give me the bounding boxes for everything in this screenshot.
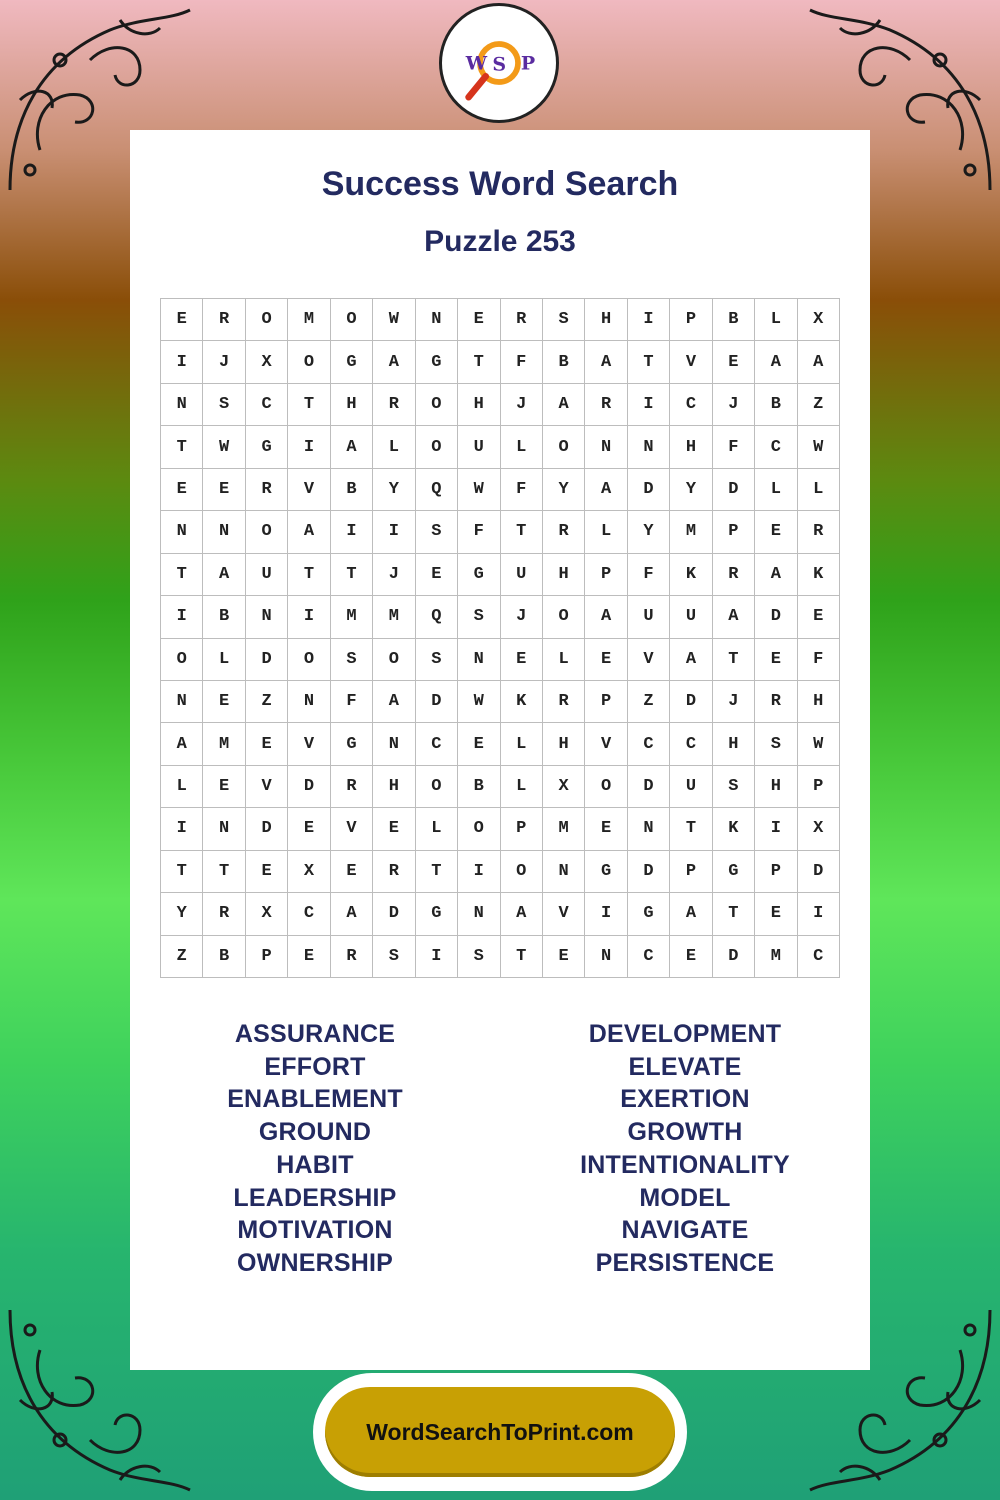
grid-cell[interactable]: M — [543, 808, 585, 850]
grid-cell[interactable]: T — [288, 384, 330, 426]
word-list — [130, 1018, 870, 1280]
grid-cell[interactable]: S — [543, 299, 585, 341]
word-item: PERSISTENCE — [595, 1248, 775, 1277]
grid-cell[interactable]: Y — [670, 469, 712, 511]
grid-cell[interactable]: E — [288, 936, 330, 978]
grid-cell[interactable]: E — [713, 341, 755, 383]
grid-cell[interactable]: R — [331, 766, 373, 808]
grid-cell[interactable]: L — [501, 723, 543, 765]
grid-cell[interactable]: E — [288, 808, 330, 850]
grid-cell[interactable]: U — [501, 554, 543, 596]
grid-cell[interactable]: O — [288, 341, 330, 383]
grid-cell[interactable]: C — [798, 936, 840, 978]
grid-cell[interactable]: P — [501, 808, 543, 850]
grid-cell[interactable]: T — [161, 554, 203, 596]
grid-cell[interactable]: W — [798, 426, 840, 468]
grid-cell[interactable]: O — [543, 596, 585, 638]
grid-cell[interactable]: U — [670, 766, 712, 808]
grid-cell[interactable]: N — [161, 511, 203, 553]
grid-cell[interactable]: E — [585, 639, 627, 681]
grid-cell[interactable]: N — [288, 681, 330, 723]
grid-cell[interactable]: D — [246, 639, 288, 681]
grid-cell[interactable]: N — [203, 808, 245, 850]
grid-cell[interactable]: J — [713, 681, 755, 723]
grid-cell[interactable]: A — [670, 639, 712, 681]
grid-cell[interactable]: Q — [416, 596, 458, 638]
grid-cell[interactable]: B — [543, 341, 585, 383]
grid-cell[interactable]: E — [458, 299, 500, 341]
grid-cell[interactable]: S — [331, 639, 373, 681]
grid-cell[interactable]: A — [713, 596, 755, 638]
grid-cell[interactable]: H — [713, 723, 755, 765]
grid-cell[interactable]: V — [288, 469, 330, 511]
grid-cell[interactable]: D — [713, 469, 755, 511]
grid-cell[interactable]: J — [203, 341, 245, 383]
grid-cell[interactable]: M — [331, 596, 373, 638]
logo-letter-w: W — [465, 52, 488, 75]
grid-cell[interactable]: A — [501, 893, 543, 935]
grid-cell[interactable]: K — [713, 808, 755, 850]
grid-cell[interactable]: P — [585, 554, 627, 596]
grid-cell[interactable]: A — [755, 554, 797, 596]
grid-cell[interactable]: T — [628, 341, 670, 383]
grid-cell[interactable]: A — [670, 893, 712, 935]
grid-cell[interactable]: W — [373, 299, 415, 341]
grid-cell[interactable]: E — [246, 723, 288, 765]
grid-cell[interactable]: Z — [628, 681, 670, 723]
grid-cell[interactable]: G — [246, 426, 288, 468]
word-item: ELEVATE — [628, 1052, 742, 1081]
grid-cell[interactable]: P — [670, 299, 712, 341]
grid-cell[interactable]: A — [331, 426, 373, 468]
grid-cell[interactable]: T — [331, 554, 373, 596]
grid-cell[interactable]: O — [416, 766, 458, 808]
grid-cell[interactable]: E — [416, 554, 458, 596]
grid-cell[interactable]: A — [585, 596, 627, 638]
grid-cell[interactable]: H — [373, 766, 415, 808]
word-item: NAVIGATE — [621, 1216, 749, 1245]
grid-cell[interactable]: H — [670, 426, 712, 468]
word-item: LEADERSHIP — [233, 1183, 397, 1212]
grid-cell[interactable]: T — [416, 851, 458, 893]
grid-cell[interactable]: E — [755, 639, 797, 681]
grid-cell[interactable]: Y — [373, 469, 415, 511]
grid-cell[interactable]: Y — [543, 469, 585, 511]
grid-cell[interactable]: L — [501, 766, 543, 808]
word-item: HABIT — [276, 1150, 354, 1179]
grid-cell[interactable]: G — [458, 554, 500, 596]
grid-cell[interactable]: I — [161, 341, 203, 383]
grid-cell[interactable]: I — [373, 511, 415, 553]
grid-cell[interactable]: S — [373, 936, 415, 978]
grid-cell[interactable]: D — [246, 808, 288, 850]
grid-cell[interactable]: P — [246, 936, 288, 978]
grid-cell[interactable]: D — [670, 681, 712, 723]
grid-cell[interactable]: T — [458, 341, 500, 383]
grid-cell[interactable]: M — [288, 299, 330, 341]
grid-cell[interactable]: G — [713, 851, 755, 893]
grid-cell[interactable]: N — [373, 723, 415, 765]
grid-cell[interactable]: R — [203, 299, 245, 341]
grid-cell[interactable]: V — [670, 341, 712, 383]
grid-cell[interactable]: E — [585, 808, 627, 850]
grid-cell[interactable]: H — [798, 681, 840, 723]
grid-cell[interactable]: G — [331, 341, 373, 383]
grid-cell[interactable]: C — [416, 723, 458, 765]
grid-cell[interactable]: N — [458, 893, 500, 935]
grid-cell[interactable]: L — [501, 426, 543, 468]
grid-cell[interactable]: O — [416, 426, 458, 468]
grid-cell[interactable]: D — [288, 766, 330, 808]
grid-cell[interactable]: P — [670, 851, 712, 893]
grid-cell[interactable]: L — [373, 426, 415, 468]
grid-cell[interactable]: N — [203, 511, 245, 553]
grid-cell[interactable]: R — [373, 851, 415, 893]
grid-cell[interactable]: S — [416, 639, 458, 681]
grid-cell[interactable]: S — [416, 511, 458, 553]
grid-cell[interactable]: Z — [798, 384, 840, 426]
grid-cell[interactable]: P — [798, 766, 840, 808]
grid-cell[interactable]: Z — [246, 681, 288, 723]
grid-cell[interactable]: T — [501, 936, 543, 978]
grid-cell[interactable]: P — [755, 851, 797, 893]
grid-cell[interactable]: D — [798, 851, 840, 893]
grid-cell[interactable]: O — [416, 384, 458, 426]
grid-cell[interactable]: E — [458, 723, 500, 765]
grid-cell[interactable]: V — [331, 808, 373, 850]
page-title: Success Word Search — [321, 165, 679, 203]
grid-cell[interactable]: U — [628, 596, 670, 638]
grid-cell[interactable]: U — [670, 596, 712, 638]
grid-cell[interactable]: L — [585, 511, 627, 553]
grid-cell[interactable]: F — [713, 426, 755, 468]
grid-cell[interactable]: R — [246, 469, 288, 511]
site-logo[interactable] — [439, 3, 559, 123]
grid-cell[interactable]: A — [288, 511, 330, 553]
grid-cell[interactable]: U — [246, 554, 288, 596]
grid-cell[interactable]: X — [798, 299, 840, 341]
grid-cell[interactable]: K — [670, 554, 712, 596]
grid-cell[interactable]: B — [458, 766, 500, 808]
grid-cell[interactable]: K — [798, 554, 840, 596]
grid-cell[interactable]: R — [713, 554, 755, 596]
puzzle-number: Puzzle 253 — [424, 225, 576, 258]
grid-cell[interactable]: D — [416, 681, 458, 723]
grid-cell[interactable]: E — [246, 851, 288, 893]
grid-cell[interactable]: N — [628, 808, 670, 850]
footer-badge — [313, 1373, 687, 1491]
grid-cell[interactable]: V — [543, 893, 585, 935]
grid-cell[interactable]: H — [755, 766, 797, 808]
grid-cell[interactable]: H — [543, 723, 585, 765]
grid-cell[interactable]: N — [161, 384, 203, 426]
grid-cell[interactable]: C — [755, 426, 797, 468]
grid-cell[interactable]: E — [161, 469, 203, 511]
word-item: DEVELOPMENT — [588, 1020, 782, 1048]
grid-cell[interactable]: D — [628, 851, 670, 893]
site-link-label: WordSearchToPrint.com — [366, 1418, 634, 1445]
grid-cell[interactable]: A — [373, 681, 415, 723]
grid-cell[interactable]: R — [373, 384, 415, 426]
word-item: ASSURANCE — [234, 1020, 396, 1048]
grid-cell[interactable]: Q — [416, 469, 458, 511]
grid-cell[interactable]: C — [670, 723, 712, 765]
grid-cell[interactable]: G — [416, 341, 458, 383]
grid-cell[interactable]: J — [501, 384, 543, 426]
grid-cell[interactable]: C — [246, 384, 288, 426]
grid-cell[interactable]: R — [543, 681, 585, 723]
grid-cell[interactable]: O — [373, 639, 415, 681]
grid-cell[interactable]: Y — [161, 893, 203, 935]
grid-cell[interactable]: H — [458, 384, 500, 426]
grid-cell[interactable]: E — [203, 681, 245, 723]
grid-cell[interactable]: G — [585, 851, 627, 893]
grid-cell[interactable]: G — [416, 893, 458, 935]
grid-cell[interactable]: R — [203, 893, 245, 935]
grid-cell[interactable]: I — [288, 596, 330, 638]
grid-cell[interactable]: I — [585, 893, 627, 935]
logo-letter-s: S — [492, 53, 507, 76]
grid-cell[interactable]: M — [670, 511, 712, 553]
grid-cell[interactable]: O — [246, 511, 288, 553]
grid-cell[interactable]: W — [458, 469, 500, 511]
grid-cell[interactable]: F — [458, 511, 500, 553]
grid-cell[interactable]: R — [798, 511, 840, 553]
grid-cell[interactable]: B — [203, 596, 245, 638]
grid-cell[interactable]: S — [713, 766, 755, 808]
grid-cell[interactable]: I — [755, 808, 797, 850]
grid-cell[interactable]: A — [585, 469, 627, 511]
grid-cell[interactable]: A — [373, 341, 415, 383]
grid-cell[interactable]: A — [798, 341, 840, 383]
grid-cell[interactable]: D — [628, 469, 670, 511]
grid-cell[interactable]: N — [543, 851, 585, 893]
grid-cell[interactable]: A — [543, 384, 585, 426]
grid-cell[interactable]: A — [331, 893, 373, 935]
grid-cell[interactable]: V — [288, 723, 330, 765]
grid-cell[interactable]: B — [755, 384, 797, 426]
grid-cell[interactable]: E — [203, 469, 245, 511]
grid-cell[interactable]: W — [203, 426, 245, 468]
grid-cell[interactable]: B — [203, 936, 245, 978]
grid-cell[interactable]: O — [458, 808, 500, 850]
grid-cell[interactable]: O — [501, 851, 543, 893]
grid-cell[interactable]: E — [161, 299, 203, 341]
puzzle-card — [130, 130, 870, 1370]
grid-cell[interactable]: L — [416, 808, 458, 850]
grid-cell[interactable]: S — [458, 936, 500, 978]
grid-cell[interactable]: O — [288, 639, 330, 681]
grid-cell[interactable]: T — [203, 851, 245, 893]
grid-cell[interactable]: J — [713, 384, 755, 426]
grid-cell[interactable]: V — [628, 639, 670, 681]
grid-cell[interactable]: T — [161, 851, 203, 893]
grid-cell[interactable]: E — [755, 511, 797, 553]
magnifier-icon — [442, 6, 556, 120]
word-item: OWNERSHIP — [237, 1248, 393, 1277]
grid-cell[interactable]: E — [373, 808, 415, 850]
word-item: INTENTIONALITY — [580, 1150, 790, 1179]
word-item: MODEL — [639, 1183, 731, 1212]
word-list-right — [500, 1018, 870, 1280]
grid-cell[interactable]: T — [501, 511, 543, 553]
grid-cell[interactable]: T — [713, 893, 755, 935]
grid-cell[interactable]: N — [246, 596, 288, 638]
grid-cell[interactable]: T — [670, 808, 712, 850]
grid-cell[interactable]: C — [288, 893, 330, 935]
grid-cell[interactable]: O — [246, 299, 288, 341]
grid-cell[interactable]: N — [416, 299, 458, 341]
grid-cell[interactable]: N — [161, 681, 203, 723]
grid-cell[interactable]: I — [331, 511, 373, 553]
grid-cell[interactable]: F — [331, 681, 373, 723]
grid-cell[interactable]: G — [331, 723, 373, 765]
grid-cell[interactable]: W — [798, 723, 840, 765]
grid-cell[interactable]: F — [501, 469, 543, 511]
grid-cell[interactable]: W — [458, 681, 500, 723]
grid-cell[interactable]: A — [203, 554, 245, 596]
grid-cell[interactable]: L — [755, 469, 797, 511]
grid-cell[interactable]: I — [628, 299, 670, 341]
grid-cell[interactable]: U — [458, 426, 500, 468]
grid-cell[interactable]: O — [543, 426, 585, 468]
grid-cell[interactable]: T — [713, 639, 755, 681]
grid-cell[interactable]: A — [585, 341, 627, 383]
grid-cell[interactable]: V — [246, 766, 288, 808]
grid-cell[interactable]: E — [331, 851, 373, 893]
grid-cell[interactable]: L — [755, 299, 797, 341]
grid-cell[interactable]: I — [161, 596, 203, 638]
grid-cell[interactable]: G — [628, 893, 670, 935]
grid-cell[interactable]: E — [543, 936, 585, 978]
grid-cell[interactable]: H — [543, 554, 585, 596]
word-item: GROWTH — [627, 1118, 743, 1147]
grid-cell[interactable]: H — [585, 299, 627, 341]
grid-cell[interactable]: Z — [161, 936, 203, 978]
grid-cell[interactable]: I — [416, 936, 458, 978]
grid-cell[interactable]: O — [331, 299, 373, 341]
grid-cell[interactable]: M — [373, 596, 415, 638]
grid-cell[interactable]: P — [585, 681, 627, 723]
grid-cell[interactable]: R — [543, 511, 585, 553]
grid-cell[interactable]: S — [755, 723, 797, 765]
grid-cell[interactable]: A — [755, 341, 797, 383]
grid-cell[interactable]: I — [161, 808, 203, 850]
grid-cell[interactable]: S — [203, 384, 245, 426]
site-link-button[interactable] — [325, 1387, 675, 1477]
word-item: GROUND — [258, 1118, 372, 1147]
grid-cell[interactable]: X — [246, 893, 288, 935]
grid-cell[interactable]: C — [628, 723, 670, 765]
grid-cell[interactable]: O — [585, 766, 627, 808]
word-item: EXERTION — [620, 1085, 750, 1114]
grid-cell[interactable]: J — [373, 554, 415, 596]
grid-cell[interactable]: I — [288, 426, 330, 468]
grid-cell[interactable]: F — [798, 639, 840, 681]
grid-cell[interactable]: I — [458, 851, 500, 893]
grid-cell[interactable]: N — [458, 639, 500, 681]
grid-cell[interactable]: E — [670, 936, 712, 978]
grid-cell[interactable]: R — [585, 384, 627, 426]
grid-cell[interactable]: T — [288, 554, 330, 596]
grid-cell[interactable]: C — [628, 936, 670, 978]
grid-cell[interactable]: P — [713, 511, 755, 553]
grid-cell[interactable]: L — [798, 469, 840, 511]
grid-cell[interactable]: X — [288, 851, 330, 893]
grid-cell[interactable]: R — [501, 299, 543, 341]
grid-cell[interactable]: F — [628, 554, 670, 596]
grid-cell[interactable]: C — [670, 384, 712, 426]
grid-cell[interactable]: D — [713, 936, 755, 978]
grid-cell[interactable]: B — [713, 299, 755, 341]
grid-cell[interactable]: O — [161, 639, 203, 681]
word-item: ENABLEMENT — [227, 1085, 403, 1114]
grid-cell[interactable]: Y — [628, 511, 670, 553]
grid-cell[interactable]: L — [161, 766, 203, 808]
word-item: EFFORT — [264, 1052, 366, 1081]
grid-cell[interactable]: L — [203, 639, 245, 681]
grid-cell[interactable]: B — [331, 469, 373, 511]
grid-cell[interactable]: X — [543, 766, 585, 808]
grid-cell[interactable]: F — [501, 341, 543, 383]
grid-cell[interactable]: A — [161, 723, 203, 765]
grid-cell[interactable]: V — [585, 723, 627, 765]
grid-cell[interactable]: H — [331, 384, 373, 426]
grid-cell[interactable]: E — [203, 766, 245, 808]
letter-grid — [160, 298, 840, 978]
grid-cell[interactable]: T — [161, 426, 203, 468]
word-item: MOTIVATION — [237, 1216, 393, 1245]
grid-cell[interactable]: I — [628, 384, 670, 426]
grid-cell[interactable]: M — [203, 723, 245, 765]
grid-cell[interactable]: N — [628, 426, 670, 468]
logo-letter-p: P — [520, 52, 536, 75]
grid-cell[interactable]: M — [755, 936, 797, 978]
grid-cell[interactable]: E — [501, 639, 543, 681]
grid-cell[interactable]: X — [798, 808, 840, 850]
word-list-left — [130, 1018, 500, 1280]
grid-cell[interactable]: E — [755, 893, 797, 935]
grid-cell[interactable]: J — [501, 596, 543, 638]
grid-cell[interactable]: N — [585, 936, 627, 978]
grid-cell[interactable]: N — [585, 426, 627, 468]
grid-cell[interactable]: R — [755, 681, 797, 723]
grid-cell[interactable]: X — [246, 341, 288, 383]
grid-cell[interactable]: D — [628, 766, 670, 808]
grid-cell[interactable]: E — [798, 596, 840, 638]
grid-cell[interactable]: D — [373, 893, 415, 935]
grid-cell[interactable]: S — [458, 596, 500, 638]
grid-cell[interactable]: R — [331, 936, 373, 978]
grid-cell[interactable]: K — [501, 681, 543, 723]
grid-cell[interactable]: L — [543, 639, 585, 681]
grid-cell[interactable]: I — [798, 893, 840, 935]
grid-cell[interactable]: D — [755, 596, 797, 638]
